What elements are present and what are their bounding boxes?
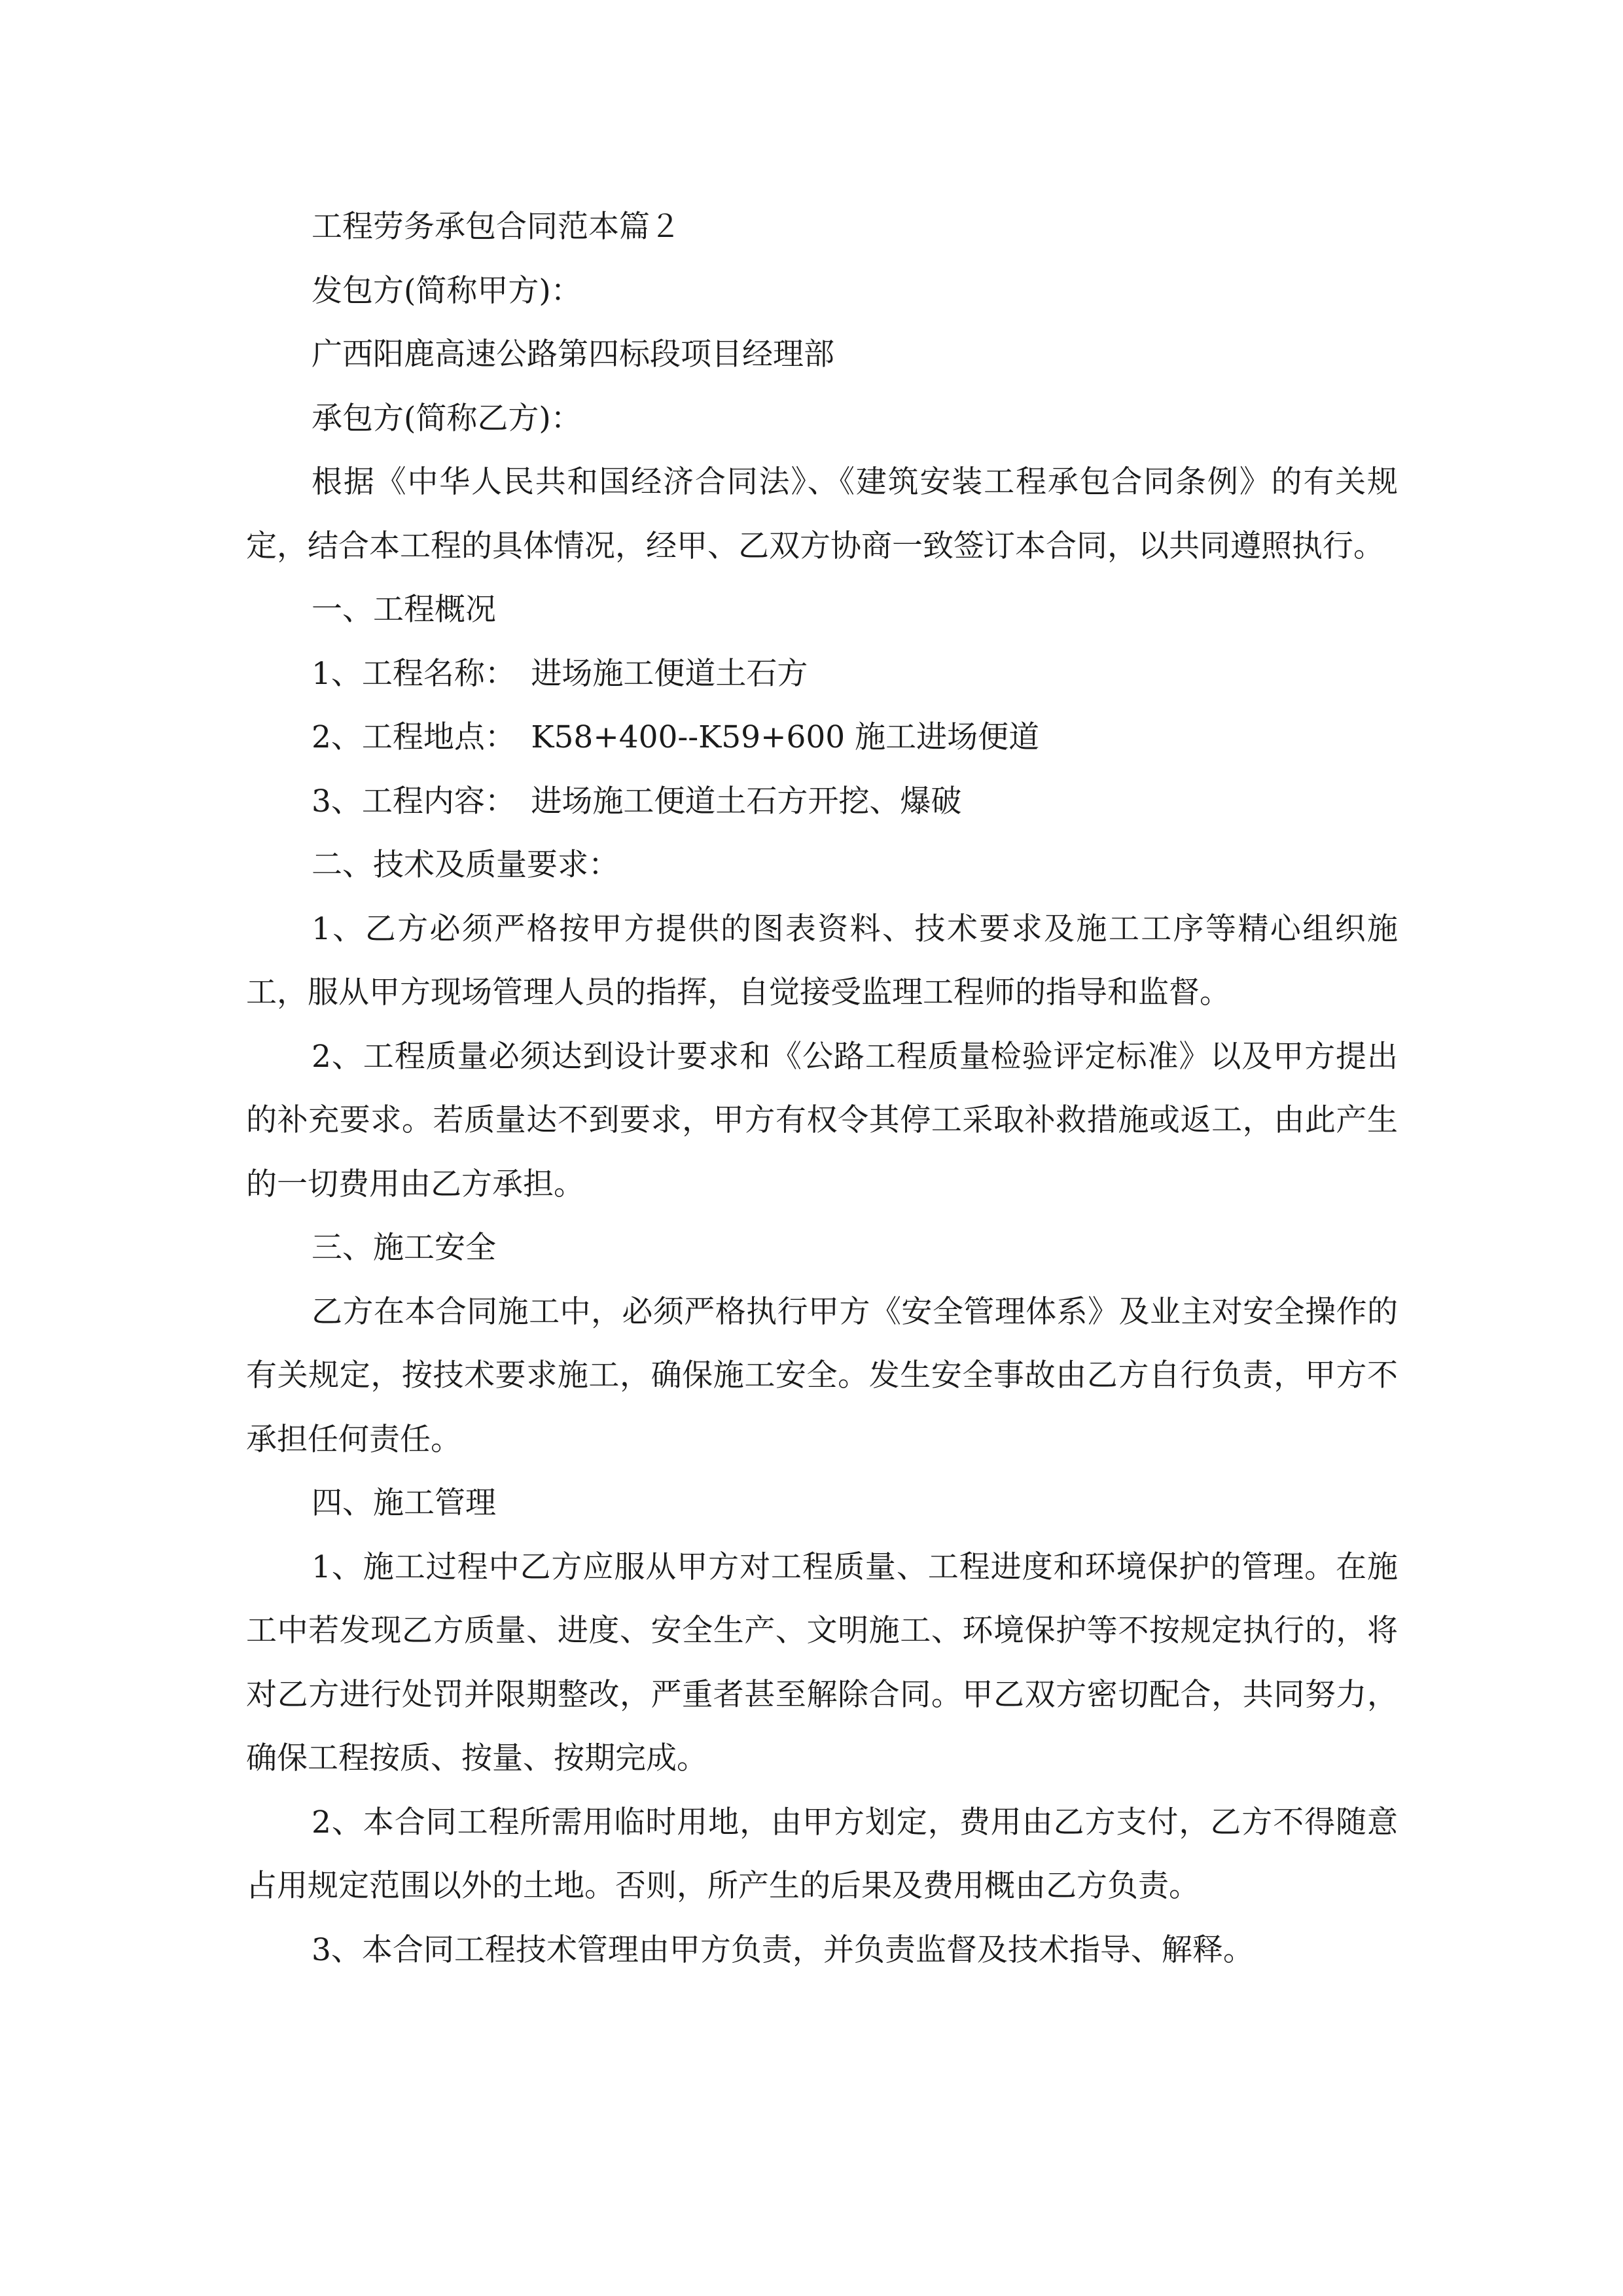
quality-paragraph: 2、工程质量必须达到设计要求和《公路工程质量检验评定标准》以及甲方提出的补充要求。若质量达不到要求，甲方有权令其停工采取补救措施或返工，由此产生的一切费用由乙方承担。 [246,1038,1398,1202]
document-body [246,195,1398,1982]
overview-item: 1、工程名称： 进场施工便道土石方 [312,655,808,692]
party-b-label: 承包方(简称乙方)： [312,400,582,437]
section-heading-quality: 二、技术及质量要求： [312,847,619,883]
preamble-paragraph: 根据《中华人民共和国经济合同法》、《建筑安装工程承包合同条例》的有关规定，结合本工程的具体情况，经甲、乙双方协商一致签订本合同，以共同遵照执行。 [246,464,1398,564]
section-heading-safety: 三、施工安全 [312,1230,496,1266]
quality-paragraph: 1、乙方必须严格按甲方提供的图表资料、技术要求及施工工序等精心组织施工，服从甲方现场管理人员的指挥，自觉接受监理工程师的指导和监督。 [246,910,1398,1011]
safety-paragraph: 乙方在本合同施工中，必须严格执行甲方《安全管理体系》及业主对安全操作的有关规定，按技术要求施工，确保施工安全。发生安全事故由乙方自行负责，甲方不承担任何责任。 [246,1293,1398,1458]
party-a-label: 发包方(简称甲方)： [312,272,582,309]
overview-item: 3、工程内容： 进场施工便道土石方开挖、爆破 [312,783,962,819]
document-title: 工程劳务承包合同范本篇２ [312,209,681,245]
party-a-name: 广西阳鹿高速公路第四标段项目经理部 [312,336,834,372]
management-paragraph: 3、本合同工程技术管理由甲方负责，并负责监督及技术指导、解释。 [312,1931,1254,1968]
management-paragraph: 1、施工过程中乙方应服从甲方对工程质量、工程进度和环境保护的管理。在施工中若发现乙方质量、进度、安全生产、文明施工、环境保护等不按规定执行的，将对乙方进行处罚并限期整改，严重者甚至解除合同。甲乙双方密切配合，共同努力，确保工程按质、按量、按期完成。 [246,1549,1398,1776]
management-paragraph: 2、本合同工程所需用临时用地，由甲方划定，费用由乙方支付，乙方不得随意占用规定范围以外的土地。否则，所产生的后果及费用概由乙方负责。 [246,1804,1398,1904]
section-heading-management: 四、施工管理 [312,1485,496,1521]
section-heading-overview: 一、工程概况 [312,592,496,628]
overview-item: 2、工程地点： K58+400--K59+600 施工进场便道 [312,719,1040,755]
